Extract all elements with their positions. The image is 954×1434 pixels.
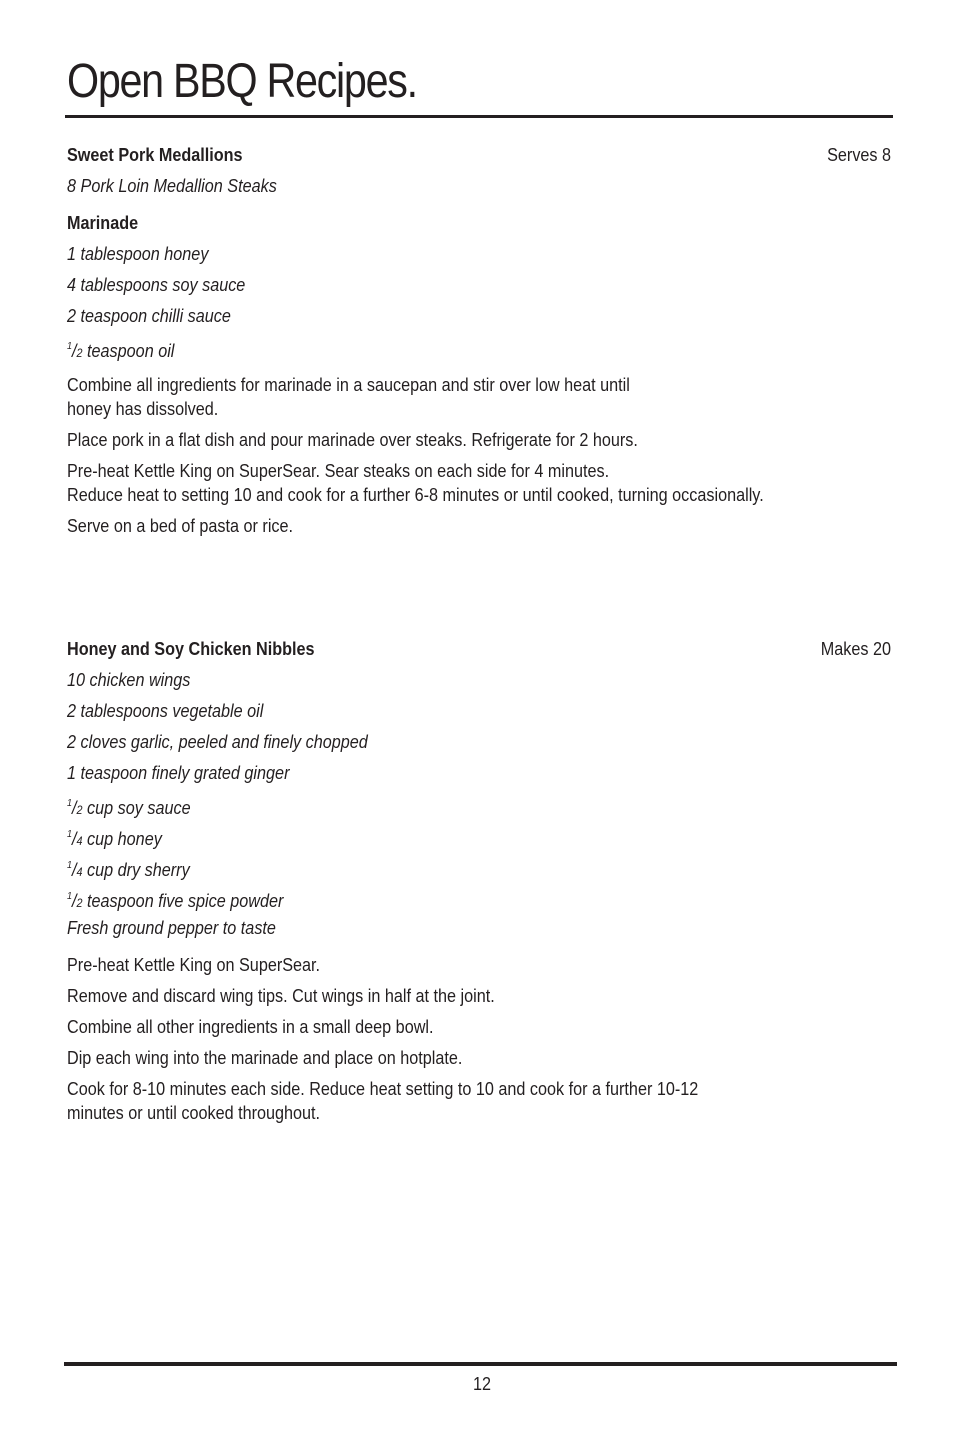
fraction-numerator: 1 — [67, 891, 73, 902]
fraction-numerator: 1 — [67, 860, 73, 871]
method-line: Combine all ingredients for marinade in a saucepan and stir over low heat until — [67, 375, 630, 395]
ingredient-text: teaspoon oil — [82, 341, 175, 361]
ingredient-line: 10 chicken wings — [67, 670, 191, 690]
ingredient-line: 2 tablespoons vegetable oil — [67, 701, 264, 721]
ingredient-line-fraction: $^1$/2 cup soy sauce — [67, 798, 191, 818]
ingredient-line-fraction: $^1$/2 teaspoon oil — [67, 341, 175, 361]
fraction-numerator: 1 — [67, 341, 73, 352]
page-number: 12 — [472, 1374, 492, 1394]
fraction-denominator: 2 — [76, 896, 83, 910]
method-line: Place pork in a flat dish and pour marinade over steaks. Refrigerate for 2 hours. — [67, 430, 638, 450]
ingredient-text: teaspoon five spice powder — [82, 891, 284, 911]
method-line: Pre-heat Kettle King on SuperSear. Sear steaks on each side for 4 minutes. — [67, 461, 610, 481]
ingredient-text: cup honey — [82, 829, 162, 849]
ingredient-line: 2 teaspoon chilli sauce — [67, 306, 231, 326]
ingredient-line: 4 tablespoons soy sauce — [67, 275, 246, 295]
ingredient-text: cup dry sherry — [82, 860, 190, 880]
fraction-denominator: 2 — [76, 803, 83, 817]
marinade-heading: Marinade — [67, 213, 139, 233]
ingredient-text: cup soy sauce — [82, 798, 191, 818]
fraction-denominator: 2 — [76, 346, 83, 360]
page-title: Open BBQ Recipes. — [67, 55, 417, 108]
ingredient-line: Fresh ground pepper to taste — [67, 918, 276, 938]
method-line: Reduce heat to setting 10 and cook for a further 6-8 minutes or until cooked, turning occasionally. — [67, 485, 764, 505]
method-line: minutes or until cooked throughout. — [67, 1103, 321, 1123]
method-line: honey has dissolved. — [67, 399, 219, 419]
recipe-yield: Serves 8 — [827, 145, 891, 165]
method-line: Serve on a bed of pasta or rice. — [67, 516, 294, 536]
recipe-title: Honey and Soy Chicken Nibbles — [67, 639, 315, 659]
method-line: Remove and discard wing tips. Cut wings in half at the joint. — [67, 986, 495, 1006]
title-rule — [65, 115, 893, 118]
method-line: Pre-heat Kettle King on SuperSear. — [67, 955, 321, 975]
ingredient-line: 1 tablespoon honey — [67, 244, 209, 264]
method-line: Dip each wing into the marinade and place on hotplate. — [67, 1048, 463, 1068]
recipe-yield: Makes 20 — [820, 639, 891, 659]
method-line: Cook for 8-10 minutes each side. Reduce heat setting to 10 and cook for a further 10-12 — [67, 1079, 699, 1099]
fraction-numerator: 1 — [67, 798, 73, 809]
ingredient-line-fraction: $^1$/4 cup honey — [67, 829, 162, 849]
ingredient-line-fraction: $^1$/2 teaspoon five spice powder — [67, 891, 284, 911]
method-line: Combine all other ingredients in a small deep bowl. — [67, 1017, 434, 1037]
ingredient-line: 2 cloves garlic, peeled and finely chopped — [67, 732, 368, 752]
recipe-title: Sweet Pork Medallions — [67, 145, 243, 165]
fraction-numerator: 1 — [67, 829, 73, 840]
ingredient-line: 1 teaspoon finely grated ginger — [67, 763, 290, 783]
footer-rule — [64, 1362, 897, 1366]
main-ingredient: 8 Pork Loin Medallion Steaks — [67, 176, 277, 196]
fraction-denominator: 4 — [76, 865, 83, 879]
fraction-denominator: 4 — [76, 834, 83, 848]
ingredient-line-fraction: $^1$/4 cup dry sherry — [67, 860, 190, 880]
